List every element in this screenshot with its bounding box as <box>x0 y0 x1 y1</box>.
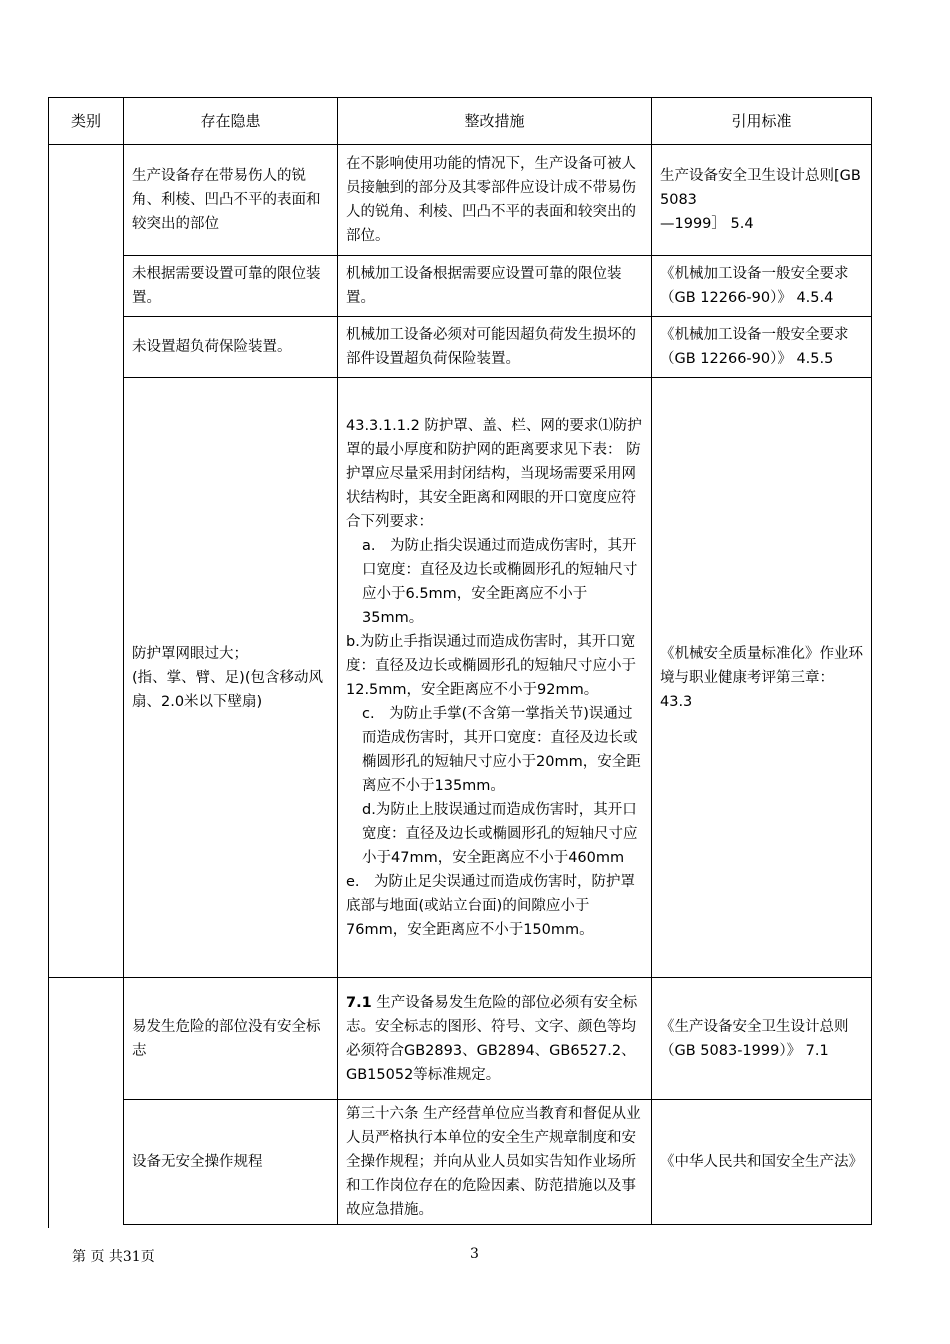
table-continuation-line <box>48 1216 49 1228</box>
measure-intro: 43.3.1.1.2 防护罩、盖、栏、网的要求⑴防护罩的最小厚度和防护网的距离要求见下表： 防护罩应尽量采用封闭结构，当现场需要采用网状结构时，其安全距离和网眼的开口宽度应符合下列要求： <box>346 418 642 530</box>
clause-number: 7.1 <box>346 994 372 1011</box>
measure-item-d: d.为防止上肢误通过而造成伤害时，其开口宽度：直径及边长或椭圆形孔的短轴尺寸应小于47mm，安全距离应不小于460mm <box>362 802 638 866</box>
category-cell <box>49 978 124 1225</box>
table-row <box>49 256 872 317</box>
measure-cell: 在不影响使用功能的情况下，生产设备可被人员接触到的部分及其零部件应设计成不带易伤人的锐角、利棱、凹凸不平的表面和较突出的部位。 <box>338 145 652 256</box>
table-row <box>49 1100 872 1225</box>
measure-cell: 机械加工设备根据需要应设置可靠的限位装置。 <box>338 256 652 317</box>
hazard-cell: 设备无安全操作规程 <box>124 1100 338 1225</box>
hazard-cell: 未根据需要设置可靠的限位装置。 <box>124 256 338 317</box>
standard-cell: 《机械安全质量标准化》作业环境与职业健康考评第三章：43.3 <box>652 378 872 978</box>
standard-cell: 《生产设备安全卫生设计总则（GB 5083-1999）》 7.1 <box>652 978 872 1100</box>
footer-page-number: 3 <box>470 1246 479 1262</box>
standard-cell: 《中华人民共和国安全生产法》 <box>652 1100 872 1225</box>
hazard-line: (指、掌、臂、足)(包含移动风扇、2.0米以下壁扇) <box>132 669 323 710</box>
measure-cell <box>338 378 652 978</box>
measure-cell <box>338 978 652 1100</box>
hazard-line: 防护罩网眼过大； <box>132 645 248 662</box>
hazard-cell <box>124 378 338 978</box>
standard-cell: 《机械加工设备一般安全要求（GB 12266-90）》 4.5.4 <box>652 256 872 317</box>
hazard-table <box>48 97 872 1225</box>
measure-item-c: c. 为防止手掌(不含第一掌指关节)误通过而造成伤害时，其开口宽度：直径及边长或椭圆形孔的短轴尺寸应小于20mm，安全距离应不小于135mm。 <box>362 706 641 794</box>
table-row <box>49 378 872 978</box>
measure-cell: 第三十六条 生产经营单位应当教育和督促从业人员严格执行本单位的安全生产规章制度和安全操作规程；并向从业人员如实告知作业场所和工作岗位存在的危险因素、防范措施以及事故应急措施。 <box>338 1100 652 1225</box>
header-measure: 整改措施 <box>338 98 652 145</box>
standard-line: —1999］ 5.4 <box>660 216 754 232</box>
standard-cell <box>652 145 872 256</box>
standard-line: 生产设备安全卫生设计总则[GB 5083 <box>660 168 861 208</box>
table-row <box>49 978 872 1100</box>
category-cell <box>49 145 124 978</box>
header-hazard: 存在隐患 <box>124 98 338 145</box>
table-row <box>49 145 872 256</box>
hazard-cell: 生产设备存在带易伤人的锐角、利棱、凹凸不平的表面和较突出的部位 <box>124 145 338 256</box>
measure-item-b: b.为防止手指误通过而造成伤害时，其开口宽度：直径及边长或椭圆形孔的短轴尺寸应小于12.5mm，安全距离应不小于92mm。 <box>346 634 636 698</box>
measure-item-a: a. 为防止指尖误通过而造成伤害时，其开口宽度：直径及边长或椭圆形孔的短轴尺寸应小于6.5mm，安全距离应不小于35mm。 <box>362 538 638 626</box>
measure-cell: 机械加工设备必须对可能因超负荷发生损坏的部件设置超负荷保险装置。 <box>338 317 652 378</box>
standard-cell: 《机械加工设备一般安全要求（GB 12266-90）》 4.5.5 <box>652 317 872 378</box>
footer-page-info: 第 页 共31页 <box>72 1249 155 1265</box>
header-category: 类别 <box>49 98 124 145</box>
hazard-cell: 未设置超负荷保险装置。 <box>124 317 338 378</box>
table-header-row <box>49 98 872 145</box>
measure-text: 生产设备易发生危险的部位必须有安全标志。安全标志的图形、符号、文字、颜色等均必须符合GB2893、GB2894、GB6527.2、GB15052等标准规定。 <box>346 994 638 1083</box>
table-row <box>49 317 872 378</box>
hazard-cell: 易发生危险的部位没有安全标志 <box>124 978 338 1100</box>
header-standard: 引用标准 <box>652 98 872 145</box>
measure-item-e: e. 为防止足尖误通过而造成伤害时，防护罩底部与地面(或站立台面)的间隙应小于76mm，安全距离应不小于150mm。 <box>346 874 636 938</box>
